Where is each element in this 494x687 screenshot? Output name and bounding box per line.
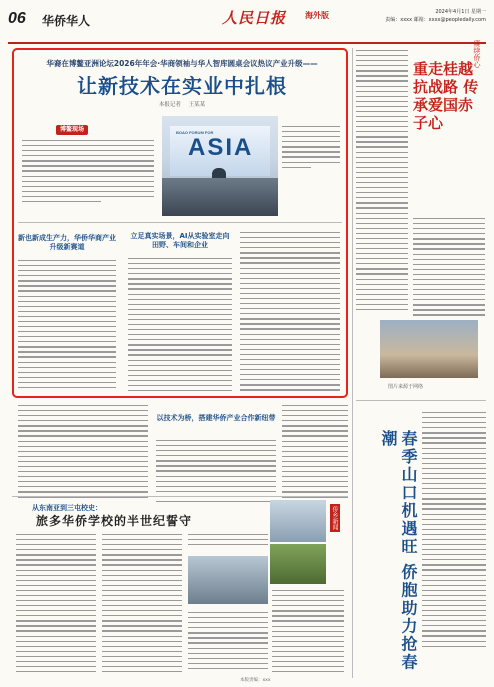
section-title: 华侨华人 (42, 14, 91, 28)
continuation-col-1 (18, 405, 148, 498)
article-tag: 博鳌现场 (56, 125, 88, 135)
right-text-3 (422, 412, 486, 647)
article-byline: 本报记者 王某某 (158, 102, 206, 108)
lower-col-3b (188, 612, 268, 669)
continuation-col-2 (156, 440, 276, 502)
column-2-text (128, 258, 232, 391)
page-footer: 本版责编：xxx (240, 678, 271, 683)
right-text-2 (413, 218, 485, 316)
lower-col-2 (102, 534, 182, 672)
masthead: 人民日报 (222, 9, 287, 27)
conference-photo (162, 116, 278, 216)
memorial-photo (380, 320, 478, 378)
header-editor: 责编：xxxx 邮箱：xxxx@peopledaily.com (385, 17, 486, 23)
divider (18, 222, 342, 223)
school-photo-2 (270, 544, 326, 584)
subhead-3: 以技术为桥，搭建华侨产业合作新纽带 (156, 414, 276, 422)
continuation-col-3 (282, 405, 348, 498)
subhead-2: 立足真实场景，AI从实验室走向田野、车间和企业 (130, 232, 230, 249)
school-photo-1 (270, 500, 326, 542)
page-number: 06 (8, 10, 26, 27)
lower-col-1 (16, 534, 96, 672)
audience (162, 178, 278, 216)
right-tag: 赓续侨心 (473, 40, 481, 68)
lower-tag: 侨乡新闻 (331, 506, 338, 530)
article-headline: 让新技术在实业中扎根 (77, 74, 287, 98)
section-divider (12, 496, 348, 497)
lower-headline: 旅多华侨学校的半世纪誓守 (36, 514, 193, 528)
page-header (8, 4, 486, 44)
article-kicker: 华裔在博鳌亚洲论坛2026年年会·华商领袖与华人智库圆桌会议热议产业升级—— (46, 59, 318, 68)
column-1-text (18, 260, 116, 388)
subhead-1: 新也新成生产力，华侨华商产业升级新赛道 (18, 234, 116, 251)
lead-paragraph-1 (22, 140, 154, 202)
edition-label: 海外版 (305, 11, 329, 20)
column-rule (352, 48, 353, 678)
lower-kicker: 从东南亚到三屯校史： (32, 504, 102, 512)
right-headline: 重走桂越抗战路 传承爱国赤子心 (413, 60, 479, 132)
photo-caption (282, 126, 340, 168)
header-date: 2024年4月1日 星期一 (435, 9, 486, 15)
column-3-text (240, 232, 340, 391)
lower-col-4 (272, 590, 344, 672)
forum-screen-text: ASIA (188, 134, 254, 161)
header-meta (385, 8, 486, 24)
right-vertical-headline: 春季山口机遇旺 侨胞助力抢春潮 (379, 430, 418, 672)
right-photo-caption: 图片来源于网络 (388, 384, 424, 390)
school-photo-3 (188, 556, 268, 604)
right-text-1 (356, 50, 408, 310)
right-divider (356, 400, 486, 401)
forum-screen-small: BOAO FORUM FOR (176, 130, 214, 135)
lower-col-3 (188, 534, 268, 545)
